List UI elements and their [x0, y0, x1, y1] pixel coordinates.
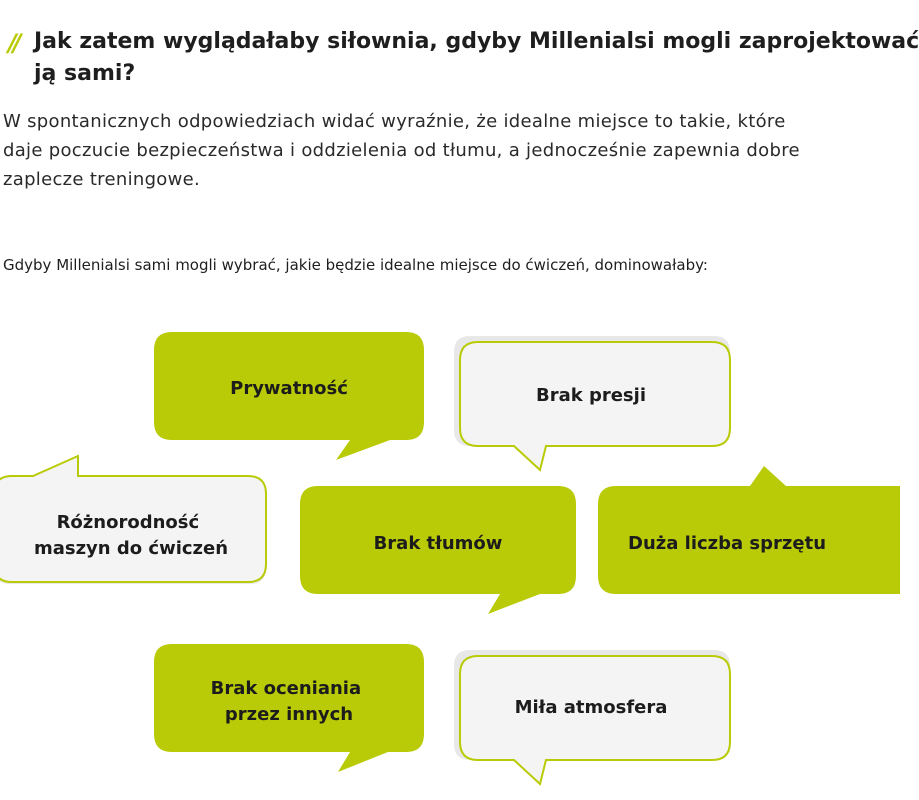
bubble-brak-presji-line-1: Brak presji [535, 385, 647, 406]
bubble-brak-tlumow-label [374, 533, 503, 554]
heading-marker: // [8, 29, 18, 57]
bubble-duza-liczba-line-1: Duża liczba sprzętu [628, 533, 827, 554]
bubble-prywatnosc-line-1: Prywatność [230, 378, 348, 399]
bubble-duza-liczba-label [628, 533, 826, 554]
bubble-roznorodnosc-line-1: Różnorodność [56, 512, 200, 533]
bubble-brak-presji [454, 336, 730, 470]
bubble-brak-presji-shape [460, 342, 730, 470]
bubble-brak-oceniania-line-2: przez innych [224, 704, 354, 725]
bubble-mila-atmosfera-shape [460, 656, 730, 784]
bubble-brak-tlumow [300, 486, 576, 614]
bubble-duza-liczba [598, 466, 900, 594]
bubble-mila-atmosfera [454, 650, 730, 784]
bubble-duza-liczba-shape [598, 466, 900, 594]
bubble-brak-oceniania-line-1: Brak oceniania [210, 678, 362, 699]
bubble-mila-atmosfera-line-1: Miła atmosfera [514, 697, 668, 718]
bubble-prywatnosc [154, 332, 424, 460]
bubble-mila-atmosfera-label [515, 697, 668, 718]
bubble-roznorodnosc [0, 456, 266, 584]
bubble-roznorodnosc-line-2: maszyn do ćwiczeń [33, 538, 229, 559]
bubble-brak-presji-label [536, 385, 646, 406]
intro-paragraph: W spontanicznych odpowiedziach widać wyraźnie, że idealne miejsce to takie, które daje poczucie bezpieczeństwa i oddzielenia od tłumu, a jednocześnie zapewnia dobre zaplecze treningowe. [3, 111, 800, 190]
bubble-brak-tlumow-line-1: Brak tłumów [373, 533, 503, 554]
lead-sentence: Gdyby Millenialsi sami mogli wybrać, jakie będzie idealne miejsce do ćwiczeń, dominowałaby: [3, 256, 708, 274]
page-title: Jak zatem wyglądałaby siłownia, gdyby Millenialsi mogli zaprojektować ją sami? [34, 29, 919, 86]
bubble-brak-oceniania [154, 644, 424, 772]
bubble-prywatnosc-label [230, 378, 348, 399]
